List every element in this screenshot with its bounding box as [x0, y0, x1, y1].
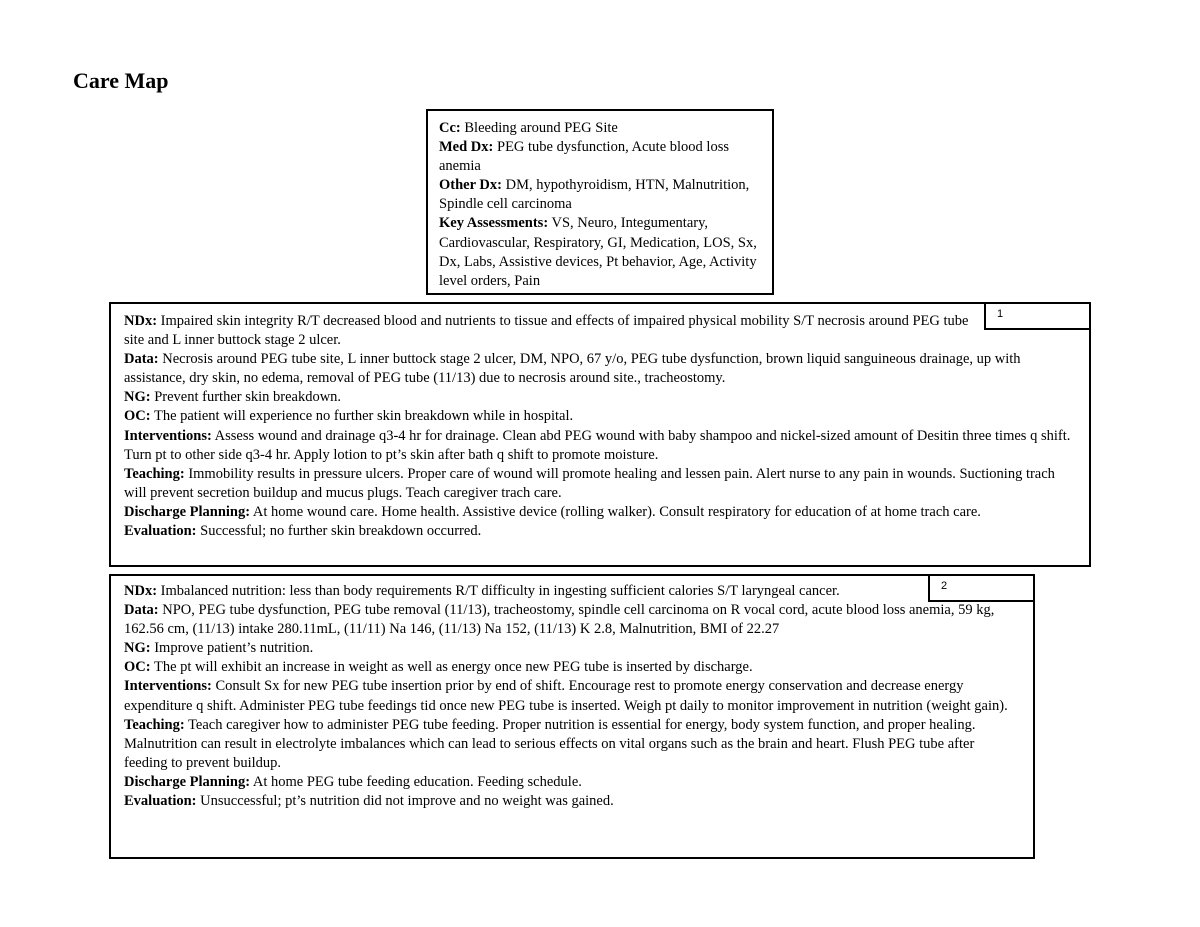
nursing-goal [124, 388, 1077, 407]
discharge-planning [124, 503, 1077, 522]
data-section [124, 601, 1021, 639]
key-assessments-label: Key Assessments: [439, 215, 549, 232]
care-plan-2 [109, 574, 1035, 859]
nursing-diagnosis-value: Impaired skin integrity R/T decreased blood and nutrients to tissue and effects of impaired physical mobility S/T necrosis around PEG tube site and L inner buttock stage 2 ulcer. [124, 313, 969, 349]
nursing-goal [124, 639, 1021, 658]
page-title: Care Map [73, 68, 169, 93]
nursing-goal-value: Improve patient’s nutrition. [150, 640, 314, 657]
chief-complaint-label: Cc: [439, 120, 461, 136]
teaching-value: Immobility results in pressure ulcers. Proper care of wound will promote healing and lessen pain. Alert nurse to any pain in wounds. Suctioning trach will prevent secretion buildup and mucus plugs. Teach caregiver trach care. [124, 465, 1055, 501]
chief-complaint [439, 119, 762, 138]
outcome-criteria-label: OC: [124, 659, 151, 676]
medical-diagnosis-value: PEG tube dysfunction, Acute blood loss anemia [439, 139, 729, 175]
discharge-planning-value: At home wound care. Home health. Assistive device (rolling walker). Consult respiratory for education of at home trach care. [250, 503, 981, 520]
data-label: Data: [124, 351, 159, 368]
outcome-criteria-value: The patient will experience no further skin breakdown while in hospital. [150, 408, 574, 425]
nursing-goal-label: NG: [124, 389, 151, 406]
summary-box [426, 109, 774, 295]
other-diagnosis [439, 176, 762, 214]
evaluation-value: Successful; no further skin breakdown occurred. [196, 523, 482, 540]
nursing-diagnosis-label: NDx: [124, 583, 158, 599]
evaluation-label: Evaluation: [124, 523, 197, 540]
interventions-value: Consult Sx for new PEG tube insertion prior by end of shift. Encourage rest to promote energy conservation and decrease energy expenditure q shift. Administer PEG tube feedings tid once new PEG tube is inserted. Weigh pt daily to monitor improvement in nutrition (weight gain). [124, 678, 1008, 714]
data-value: NPO, PEG tube dysfunction, PEG tube removal (11/13), tracheostomy, spindle cell carcinoma on R vocal cord, acute blood loss anemia, 59 kg, 162.56 cm, (11/13) intake 280.11mL, (11/11) Na 146, (11/13) Na 152, (11/13) K 2.8, Malnutrition, BMI of 22.27 [124, 602, 995, 638]
care-plan-number-tab: 1 [984, 302, 1091, 330]
data-label: Data: [124, 602, 159, 619]
nursing-goal-label: NG: [124, 640, 151, 657]
interventions [124, 677, 1021, 715]
teaching [124, 716, 1021, 773]
chief-complaint-value: Bleeding around PEG Site [460, 120, 618, 136]
discharge-planning-value: At home PEG tube feeding education. Feeding schedule. [250, 773, 582, 790]
interventions-label: Interventions: [124, 678, 212, 695]
data-section [124, 350, 1077, 388]
evaluation-label: Evaluation: [124, 793, 197, 810]
other-diagnosis-label: Other Dx: [439, 177, 502, 194]
medical-diagnosis [439, 138, 762, 176]
discharge-planning-label: Discharge Planning: [124, 503, 251, 520]
discharge-planning [124, 773, 1021, 792]
interventions [124, 427, 1077, 465]
key-assessments-value: VS, Neuro, Integumentary, Cardiovascular, Respiratory, GI, Medication, LOS, Sx, Dx, Labs, Assistive devices, Pt behavior, Age, Activity level orders, Pain [439, 215, 757, 289]
medical-diagnosis-label: Med Dx: [439, 139, 494, 156]
outcome-criteria [124, 658, 1021, 677]
interventions-label: Interventions: [124, 427, 212, 444]
data-value: Necrosis around PEG tube site, L inner buttock stage 2 ulcer, DM, NPO, 67 y/o, PEG tube dysfunction, brown liquid sanguineous drainage, up with assistance, dry skin, no edema, removal of PEG tube (11/13) due to necrosis around site., tracheostomy. [124, 351, 1021, 387]
teaching-label: Teaching: [124, 716, 185, 733]
discharge-planning-label: Discharge Planning: [124, 773, 251, 790]
nursing-diagnosis [124, 312, 1077, 350]
outcome-criteria-value: The pt will exhibit an increase in weight as well as energy once new PEG tube is inserted by discharge. [150, 659, 753, 676]
teaching-label: Teaching: [124, 465, 185, 482]
nursing-diagnosis [124, 582, 1021, 601]
evaluation [124, 522, 1077, 541]
outcome-criteria-label: OC: [124, 408, 151, 425]
nursing-diagnosis-label: NDx: [124, 313, 158, 329]
evaluation-value: Unsuccessful; pt’s nutrition did not improve and no weight was gained. [196, 793, 614, 810]
key-assessments [439, 214, 762, 290]
evaluation [124, 792, 1021, 811]
nursing-diagnosis-value: Imbalanced nutrition: less than body requirements R/T difficulty in ingesting sufficient calories S/T laryngeal cancer. [157, 583, 840, 599]
outcome-criteria [124, 407, 1077, 426]
teaching-value: Teach caregiver how to administer PEG tube feeding. Proper nutrition is essential for energy, body system function, and proper healing. Malnutrition can result in electrolyte imbalances which can lead to serious effects on vital organs such as the brain and heart. Flush PEG tube after feeding to prevent buildup. [124, 716, 976, 771]
teaching [124, 465, 1077, 503]
nursing-goal-value: Prevent further skin breakdown. [150, 389, 342, 406]
interventions-value: Assess wound and drainage q3-4 hr for drainage. Clean abd PEG wound with baby shampoo and nickel-sized amount of Desitin three times q shift. Turn pt to other side q3-4 hr. Apply lotion to pt’s skin after bath q shift to promote moisture. [124, 427, 1071, 463]
care-plan-1 [109, 302, 1091, 567]
other-diagnosis-value: DM, hypothyroidism, HTN, Malnutrition, Spindle cell carcinoma [439, 177, 750, 213]
care-plan-number-tab: 2 [928, 574, 1035, 602]
